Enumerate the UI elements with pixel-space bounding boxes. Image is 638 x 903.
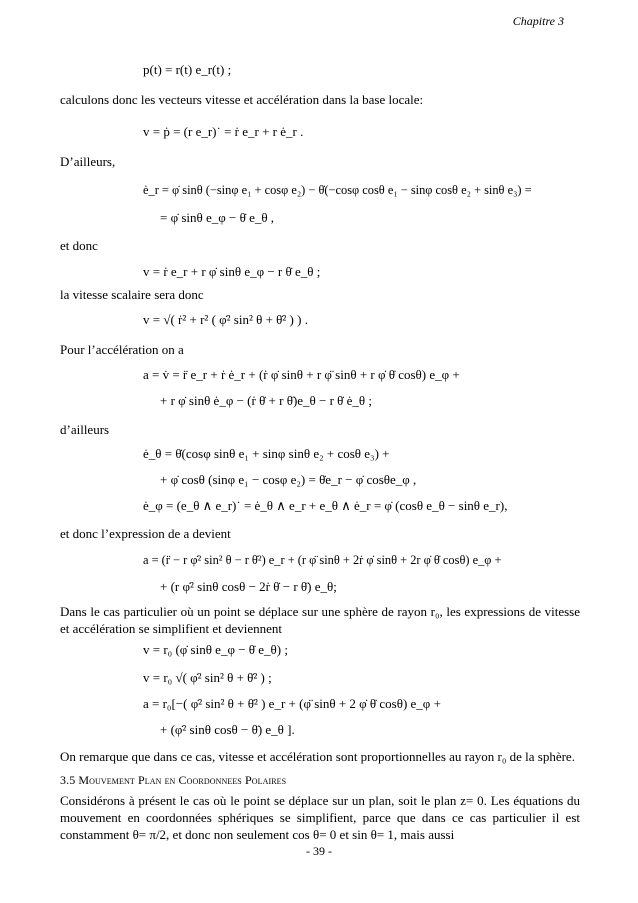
equation-sphere-acceleration-2: + (φ̇² sinθ cosθ − θ̈) e_θ ]. (160, 722, 295, 737)
paragraph-scalar-speed: la vitesse scalaire sera donc (60, 287, 204, 302)
paragraph-velocity-intro: calculons donc les vecteurs vitesse et accélération dans la base locale: (60, 92, 424, 107)
equation-sphere-acceleration-1: a = r₀[−( φ̇² sin² θ + θ̇² ) e_r + (φ̈ sinθ + 2 φ̇ θ̇ cosθ) e_φ + (143, 696, 441, 711)
equation-acceleration-1: a = v̇ = r̈ e_r + ṙ ė_r + (ṙ φ̇ sinθ + r φ̈ sinθ + r φ̇ θ̇ cosθ) e_φ + (143, 367, 460, 382)
paragraph-dailleurs-2: d’ailleurs (60, 422, 110, 437)
equation-scalar-speed: v = √( ṙ² + r² ( φ̇² sin² θ + θ̇² ) ) . (143, 312, 308, 327)
paragraph-acceleration-intro: Pour l’accélération on a (60, 342, 184, 357)
section-heading: 3.5 Mouvement Plan en Coordonnees Polaires (60, 773, 287, 787)
paragraph-proportional: On remarque que dans ce cas, vitesse et accélération sont proportionnelles au rayon r₀ de la sphère. (60, 749, 575, 764)
equation-acceleration-4: + (r φ̇² sinθ cosθ − 2ṙ θ̇ − r θ̈) e_θ; (160, 579, 337, 594)
equation-ephi: ė_φ = (e_θ ∧ e_r)˙ = ė_θ ∧ e_r + e_θ ∧ ė_r = φ̇ (cosθ e_θ − sinθ e_r), (143, 498, 508, 513)
equation-er-derivative-2: = φ̇ sinθ e_φ − θ̇ e_θ , (160, 210, 275, 225)
paragraph-expression-a: et donc l’expression de a devient (60, 526, 231, 541)
equation-er-derivative-1: ė_r = φ̇ sinθ (−sinφ e₁ + cosφ e₂) − θ̇(−cosφ cosθ e₁ − sinφ cosθ e₂ + sinθ e₃) = (143, 183, 532, 197)
equation-sphere-speed: v = r₀ √( φ̇² sin² θ + θ̇² ) ; (143, 670, 272, 685)
equation-etheta-2: + φ̇ cosθ (sinφ e₁ − cosφ e₂) = θ̇e_r − φ̇ cosθe_φ , (160, 472, 417, 487)
equation-velocity-1: v = ṗ = (r e_r)˙ = ṙ e_r + r ė_r . (143, 124, 304, 139)
paragraph-sphere-case: Dans le cas particulier où un point se déplace sur une sphère de rayon r₀, les expressions de vitesse et accélération se simplifient et deviennent (60, 604, 580, 636)
equation-velocity-2: v = ṙ e_r + r φ̇ sinθ e_φ − r θ̇ e_θ ; (143, 264, 321, 279)
equation-sphere-velocity: v = r₀ (φ̇ sinθ e_φ − θ̇ e_θ) ; (143, 642, 288, 657)
paragraph-plane-motion: Considérons à présent le cas où le point se déplace sur un plan, soit le plan z= 0. Les équations du mouvement en coordonnées sphériques se simplifient, parce que dans ce cas particulier il est constamment θ= π/2, et donc non seulement cos θ= 0 et sin θ= 1, mais aussi (60, 793, 580, 842)
paragraph-et-donc: et donc (60, 238, 98, 253)
equation-position: p(t) = r(t) e_r(t) ; (143, 62, 232, 77)
paragraph-dailleurs-1: D’ailleurs, (60, 154, 116, 169)
chapter-header: Chapitre 3 (512, 14, 564, 28)
page-number: - 39 - (306, 844, 332, 858)
equation-acceleration-3: a = (r̈ − r φ̇² sin² θ − r θ̇²) e_r + (r φ̈ sinθ + 2ṙ φ̇ sinθ + 2r φ̇ θ̇ cosθ) e_φ + (143, 553, 502, 567)
equation-acceleration-2: + r φ̇ sinθ ė_φ − (ṙ θ̇ + r θ̈)e_θ − r θ̇ ė_θ ; (160, 393, 373, 408)
equation-etheta-1: ė_θ = θ̇(cosφ sinθ e₁ + sinφ sinθ e₂ + cosθ e₃) + (143, 446, 390, 461)
